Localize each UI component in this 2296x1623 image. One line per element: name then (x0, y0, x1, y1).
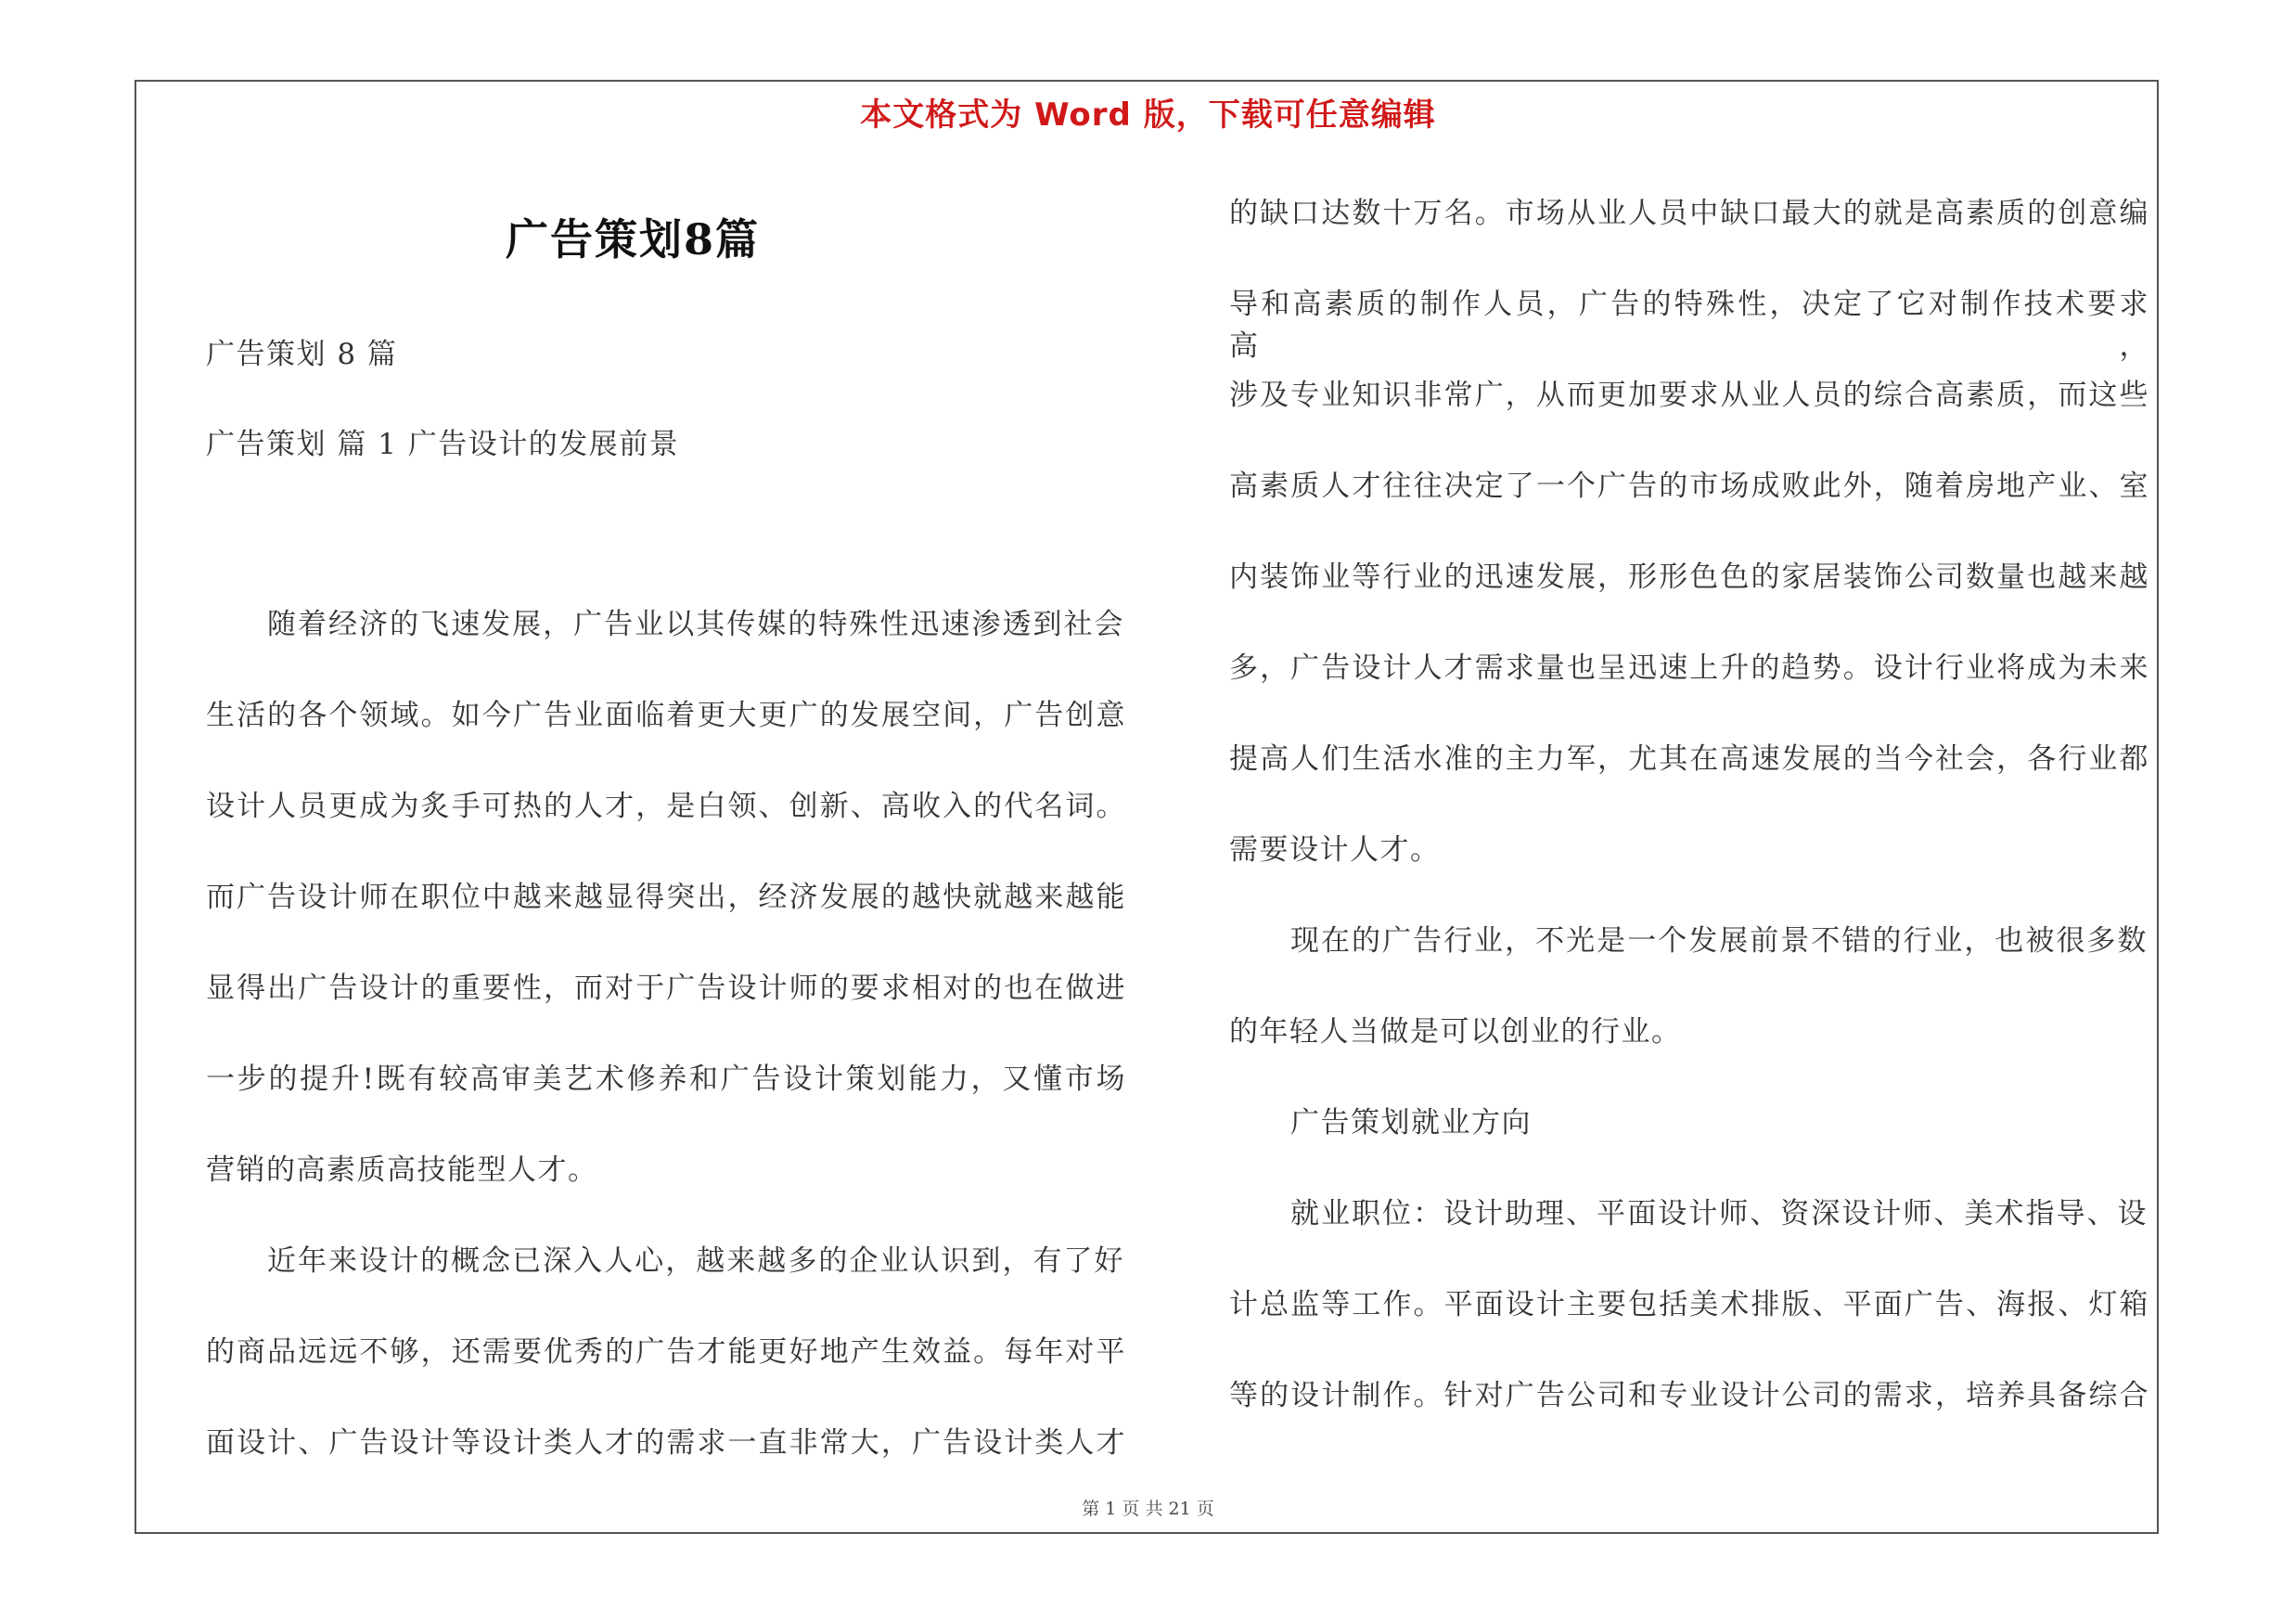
paragraph-line: 提高人们生活水准的主力军，尤其在高速发展的当今社会，各行业都 (1229, 742, 2149, 776)
paragraph-line: 而广告设计师在职位中越来越显得突出，经济发展的越快就越来越能 (206, 881, 1126, 914)
section-heading-employment: 广告策划就业方向 (1290, 1106, 1532, 1140)
paragraph-line: 近年来设计的概念已深入人心，越来越多的企业认识到，有了好 (267, 1244, 1124, 1278)
paragraph-line: 生活的各个领域。如今广告业面临着更大更广的发展空间，广告创意 (206, 699, 1126, 732)
paragraph-line: 导和高素质的制作人员，广告的特殊性，决定了它对制作技术要求高， (1229, 288, 2149, 363)
paragraph-line: 营销的高素质高技能型人才。 (206, 1153, 598, 1187)
paragraph-line: 内装饰业等行业的迅速发展，形形色色的家居装饰公司数量也越来越 (1229, 560, 2149, 594)
paragraph-line: 高素质人才往往决定了一个广告的市场成败此外，随着房地产业、室 (1229, 470, 2149, 503)
paragraph-line: 的年轻人当做是可以创业的行业。 (1229, 1015, 1682, 1049)
subtitle: 广告策划 8 篇 (206, 338, 398, 371)
paragraph-line: 显得出广告设计的重要性，而对于广告设计师的要求相对的也在做进 (206, 972, 1126, 1005)
paragraph-line: 的缺口达数十万名。市场从业人员中缺口最大的就是高素质的创意编 (1229, 197, 2149, 230)
page-number: 第 1 页 共 21 页 (1082, 1499, 1214, 1519)
paragraph-line: 设计人员更成为炙手可热的人才，是白领、创新、高收入的代名词。 (206, 790, 1126, 823)
paragraph-line: 等的设计制作。针对广告公司和专业设计公司的需求，培养具备综合 (1229, 1379, 2149, 1412)
paragraph-line: 现在的广告行业，不光是一个发展前景不错的行业，也被很多数 (1290, 924, 2148, 958)
section-heading: 广告策划 篇 1 广告设计的发展前景 (206, 428, 680, 461)
paragraph-line: 计总监等工作。平面设计主要包括美术排版、平面广告、海报、灯箱 (1229, 1288, 2149, 1321)
paragraph-line: 涉及专业知识非常广，从而更加要求从业人员的综合高素质，而这些 (1229, 379, 2149, 412)
word-format-banner: 本文格式为 Word 版，下载可任意编辑 (860, 97, 1436, 134)
paragraph-line: 的商品远远不够，还需要优秀的广告才能更好地产生效益。每年对平 (206, 1335, 1126, 1369)
document-title: 广告策划8篇 (506, 214, 761, 264)
paragraph-line: 需要设计人才。 (1229, 833, 1441, 867)
paragraph-line: 多，广告设计人才需求量也呈迅速上升的趋势。设计行业将成为未来 (1229, 651, 2149, 685)
paragraph-line: 一步的提升!既有较高审美艺术修养和广告设计策划能力，又懂市场 (206, 1063, 1126, 1096)
paragraph-line: 就业职位：设计助理、平面设计师、资深设计师、美术指导、设 (1290, 1197, 2148, 1230)
paragraph-line: 随着经济的飞速发展，广告业以其传媒的特殊性迅速渗透到社会 (267, 608, 1124, 641)
paragraph-line: 面设计、广告设计等设计类人才的需求一直非常大，广告设计类人才 (206, 1426, 1126, 1460)
